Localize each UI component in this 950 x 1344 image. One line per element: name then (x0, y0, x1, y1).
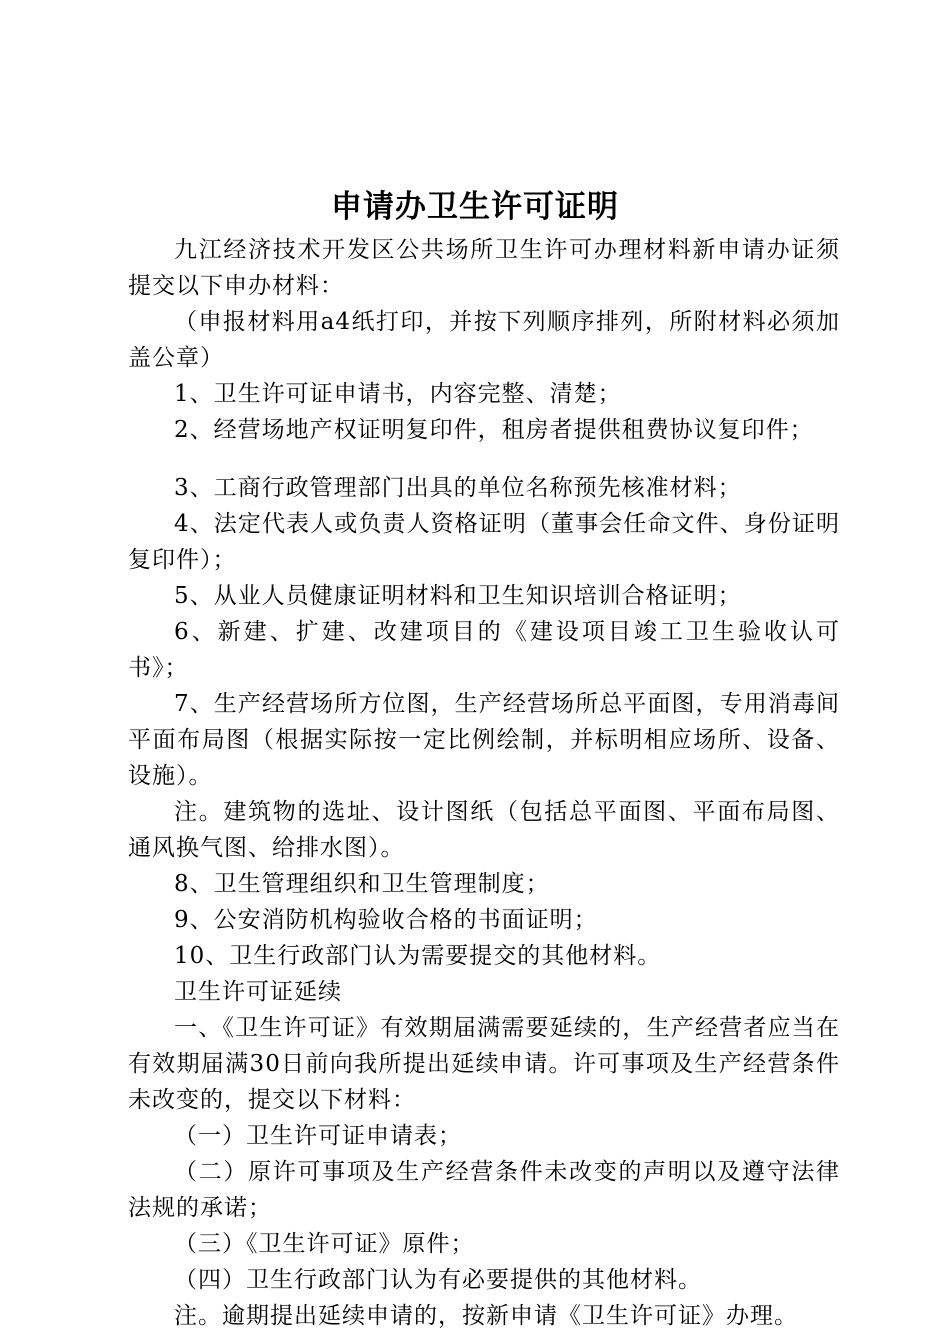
paragraph-renewal-intro: 一、《卫生许可证》有效期届满需要延续的，生产经营者应当在有效期届满30日前向我所提出延续申请。许可事项及生产经营条件未改变的，提交以下材料： (128, 1015, 840, 1113)
paragraph-renewal-3: （三）《卫生许可证》原件； (174, 1231, 475, 1257)
paragraph-item-4: 4、法定代表人或负责人资格证明（董事会任命文件、身份证明复印件）； (128, 511, 840, 573)
paragraph-item-2: 2、经营场地产权证明复印件，租房者提供租费协议复印件； (174, 417, 814, 443)
paragraph-item-6: 6、新建、扩建、改建项目的《建设项目竣工卫生验收认可书》； (128, 619, 840, 681)
paragraph-intro: 九江经济技术开发区公共场所卫生许可办理材料新申请办证须提交以下申办材料： (128, 237, 840, 299)
paragraph-item-10: 10、卫生行政部门认为需要提交的其他材料。 (174, 943, 662, 969)
paragraph-building-note: 注。建筑物的选址、设计图纸（包括总平面图、平面布局图、通风换气图、给排水图）。 (128, 799, 840, 861)
paragraph-renewal-4: （四）卫生行政部门认为有必要提供的其他材料。 (174, 1267, 702, 1293)
document-title: 申请办卫生许可证明 (331, 189, 619, 225)
paragraph-print-note: （申报材料用a4纸打印，并按下列顺序排列，所附材料必须加盖公章） (128, 309, 840, 371)
section-heading-renewal: 卫生许可证延续 (174, 979, 342, 1005)
paragraph-item-8: 8、卫生管理组织和卫生管理制度； (174, 871, 550, 897)
paragraph-item-3: 3、工商行政管理部门出具的单位名称预先核准材料； (174, 475, 742, 501)
paragraph-item-5: 5、从业人员健康证明材料和卫生知识培训合格证明； (174, 583, 742, 609)
paragraph-renewal-1: （一）卫生许可证申请表； (174, 1123, 462, 1149)
paragraph-item-1: 1、卫生许可证申请书，内容完整、清楚； (174, 381, 622, 407)
paragraph-renewal-2: （二）原许可事项及生产经营条件未改变的声明以及遵守法律法规的承诺； (128, 1159, 840, 1221)
paragraph-overdue-note: 注。逾期提出延续申请的，按新申请《卫生许可证》办理。 (174, 1303, 798, 1329)
paragraph-item-7: 7、生产经营场所方位图，生产经营场所总平面图，专用消毒间平面布局图（根据实际按一定比例绘制，并标明相应场所、设备、设施）。 (128, 691, 840, 789)
paragraph-item-9: 9、公安消防机构验收合格的书面证明； (174, 907, 598, 933)
document-body (128, 232, 840, 1334)
